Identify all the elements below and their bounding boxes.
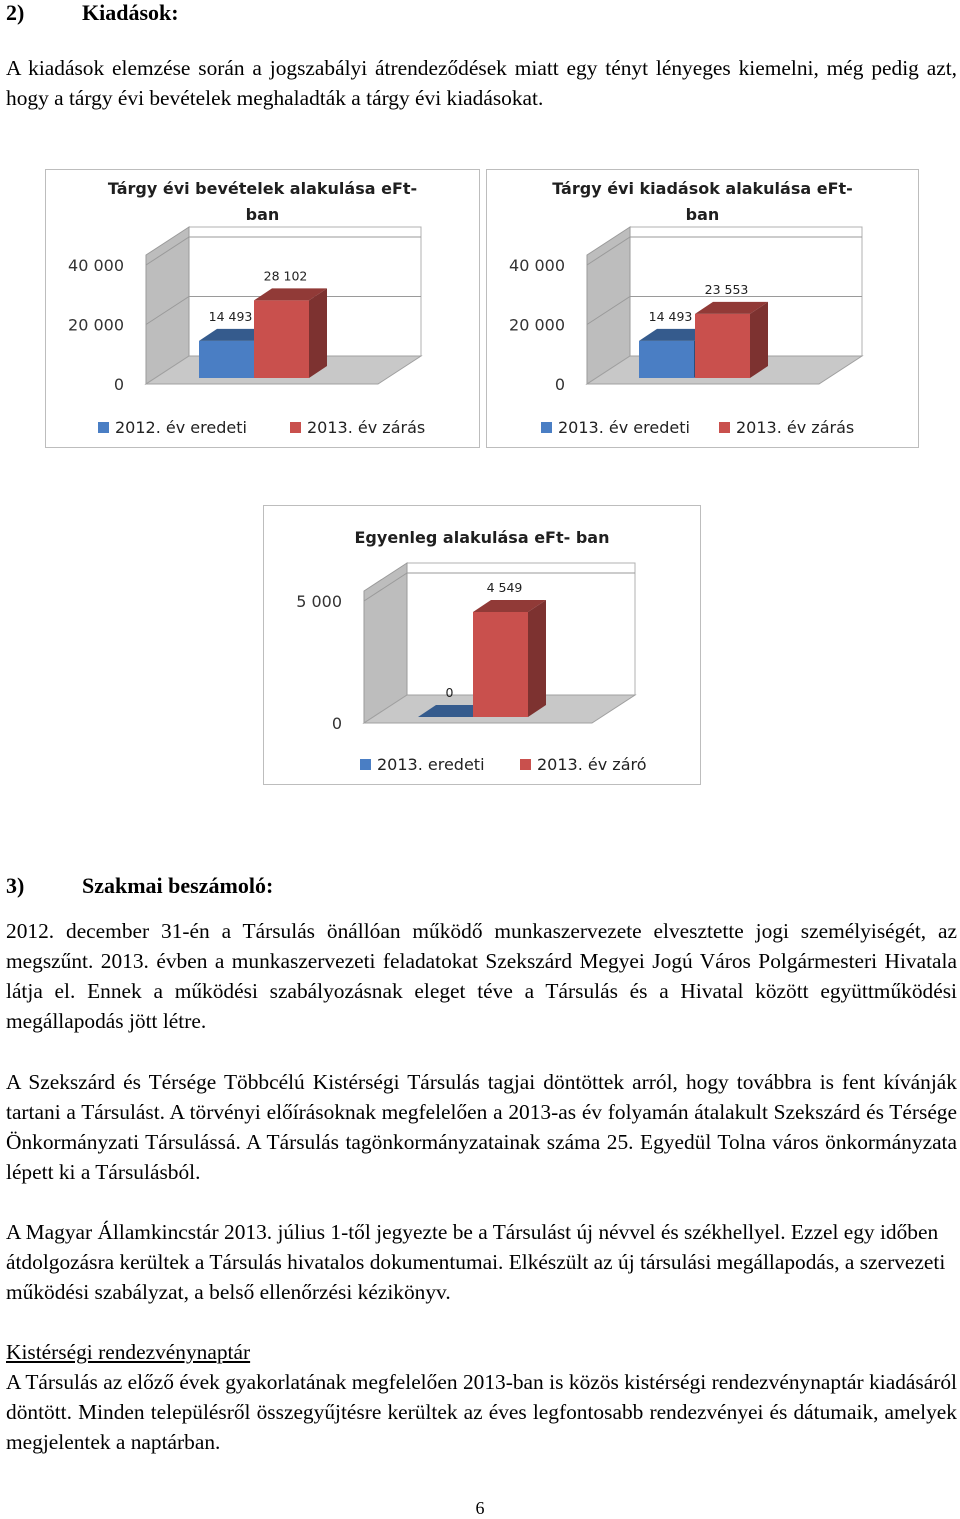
- data-label: 14 493: [648, 308, 693, 324]
- legend-swatch: [520, 759, 531, 770]
- bar-side: [528, 600, 546, 717]
- legend-label: 2013. év záró: [537, 755, 647, 774]
- legend-swatch: [290, 422, 301, 433]
- paragraph-1: 2012. december 31-én a Társulás önállóan működő munkaszervezete elvesztette jogi személyiségét, az megszűnt. 2013. évben a munkaszervezeti feladatokat Szekszárd Megyei Jogú Város Polgármesteri Hivatala látja el. Ennek a működési szabályozásnak eleget téve a Társulás és a Hivatal között együttműködési megállapodás jött létre.: [6, 919, 957, 1033]
- data-label: 23 553: [704, 281, 749, 297]
- paragraph-4: A Társulás az előző évek gyakorlatának megfelelően 2013-ban is közös kistérségi rendezvénynaptár kiadásáról döntött. Minden településről összegyűjtésre kerültek az éves legfontosabb rendezvényei és dátumaik, amelyek megjelentek a naptárban.: [6, 1370, 957, 1454]
- paragraph-2: A Szekszárd és Térsége Többcélú Kistérségi Társulás tagjai döntöttek arról, hogy továbbra is fent kívánják tartani a Társulást. A törvényi előírásoknak megfelelően a 2013-as év folyamán átalakult Szekszárd és Térsége Önkormányzati Társulássá. A Társulás tagönkormányzatainak száma 25. Egyedül Tolna város önkormányzata lépett ki a Társulásból.: [6, 1070, 957, 1184]
- section-2-heading: [6, 0, 179, 26]
- bar-front: [639, 341, 694, 378]
- y-tick-label: 20 000: [509, 315, 565, 335]
- section-2-title: Kiadások:: [82, 0, 179, 25]
- subheading-event-calendar: Kistérségi rendezvénynaptár: [6, 1340, 251, 1364]
- y-tick-label: 0: [113, 375, 124, 394]
- expenses-chart: [486, 169, 919, 448]
- bar-side: [750, 302, 768, 378]
- bar-front: [695, 314, 750, 378]
- bar-front: [254, 300, 309, 378]
- data-label: 14 493: [208, 308, 253, 324]
- section-3-heading: [6, 873, 273, 899]
- paragraph-3: A Magyar Államkincstár 2013. július 1-től jegyezte be a Társulást új névvel és székhellyel. Ezzel egy időben átdolgozásra kerültek a Társulás hivatalos dokumentumai. Elkészült az új társulási megállapodás, a szervezeti működési szabályzat, a belső ellenőrzési kézikönyv.: [6, 1220, 946, 1304]
- section-3-number: 3): [6, 873, 25, 898]
- legend-label: 2012. év eredeti: [115, 418, 247, 437]
- revenue-chart: [45, 169, 480, 448]
- legend-label: 2013. év zárás: [736, 418, 855, 437]
- chart-title: Egyenleg alakulása eFt- ban: [354, 528, 610, 547]
- expenses-chart-svg: [487, 170, 918, 447]
- bar-front: [473, 612, 528, 717]
- data-label: 28 102: [263, 268, 308, 284]
- y-tick-label: 0: [331, 714, 342, 733]
- y-tick-label: 0: [554, 375, 565, 394]
- bar-front: [199, 341, 254, 378]
- data-label: 4 549: [486, 580, 523, 596]
- legend-swatch: [360, 759, 371, 770]
- y-tick-label: 40 000: [509, 256, 565, 275]
- legend-swatch: [98, 422, 109, 433]
- data-label: 0: [445, 685, 454, 700]
- chart-title-line2: ban: [245, 205, 280, 224]
- legend-swatch: [719, 422, 730, 433]
- legend-label: 2013. eredeti: [377, 755, 485, 774]
- page-number: 6: [475, 1498, 485, 1518]
- y-tick-label: 5 000: [296, 592, 342, 611]
- bar-side: [309, 288, 327, 378]
- chart-title: Tárgy évi kiadások alakulása eFt-: [552, 179, 853, 198]
- legend-swatch: [541, 422, 552, 433]
- balance-chart-svg: [264, 506, 700, 784]
- y-tick-label: 20 000: [68, 315, 124, 335]
- chart-title: Tárgy évi bevételek alakulása eFt-: [107, 179, 418, 198]
- section-3-title: Szakmai beszámoló:: [82, 873, 274, 898]
- y-tick-label: 40 000: [68, 256, 124, 275]
- intro-paragraph: A kiadások elemzése során a jogszabályi átrendeződések miatt egy tényt lényeges kiemelni, még pedig azt, hogy a tárgy évi bevételek meghaladták a tárgy évi kiadásokat.: [6, 56, 957, 110]
- legend-label: 2013. év zárás: [307, 418, 426, 437]
- balance-chart: [263, 505, 701, 785]
- legend-label: 2013. év eredeti: [558, 418, 690, 437]
- section-2-number: 2): [6, 0, 25, 25]
- chart-title-line2: ban: [685, 205, 720, 224]
- revenue-chart-svg: [46, 170, 479, 447]
